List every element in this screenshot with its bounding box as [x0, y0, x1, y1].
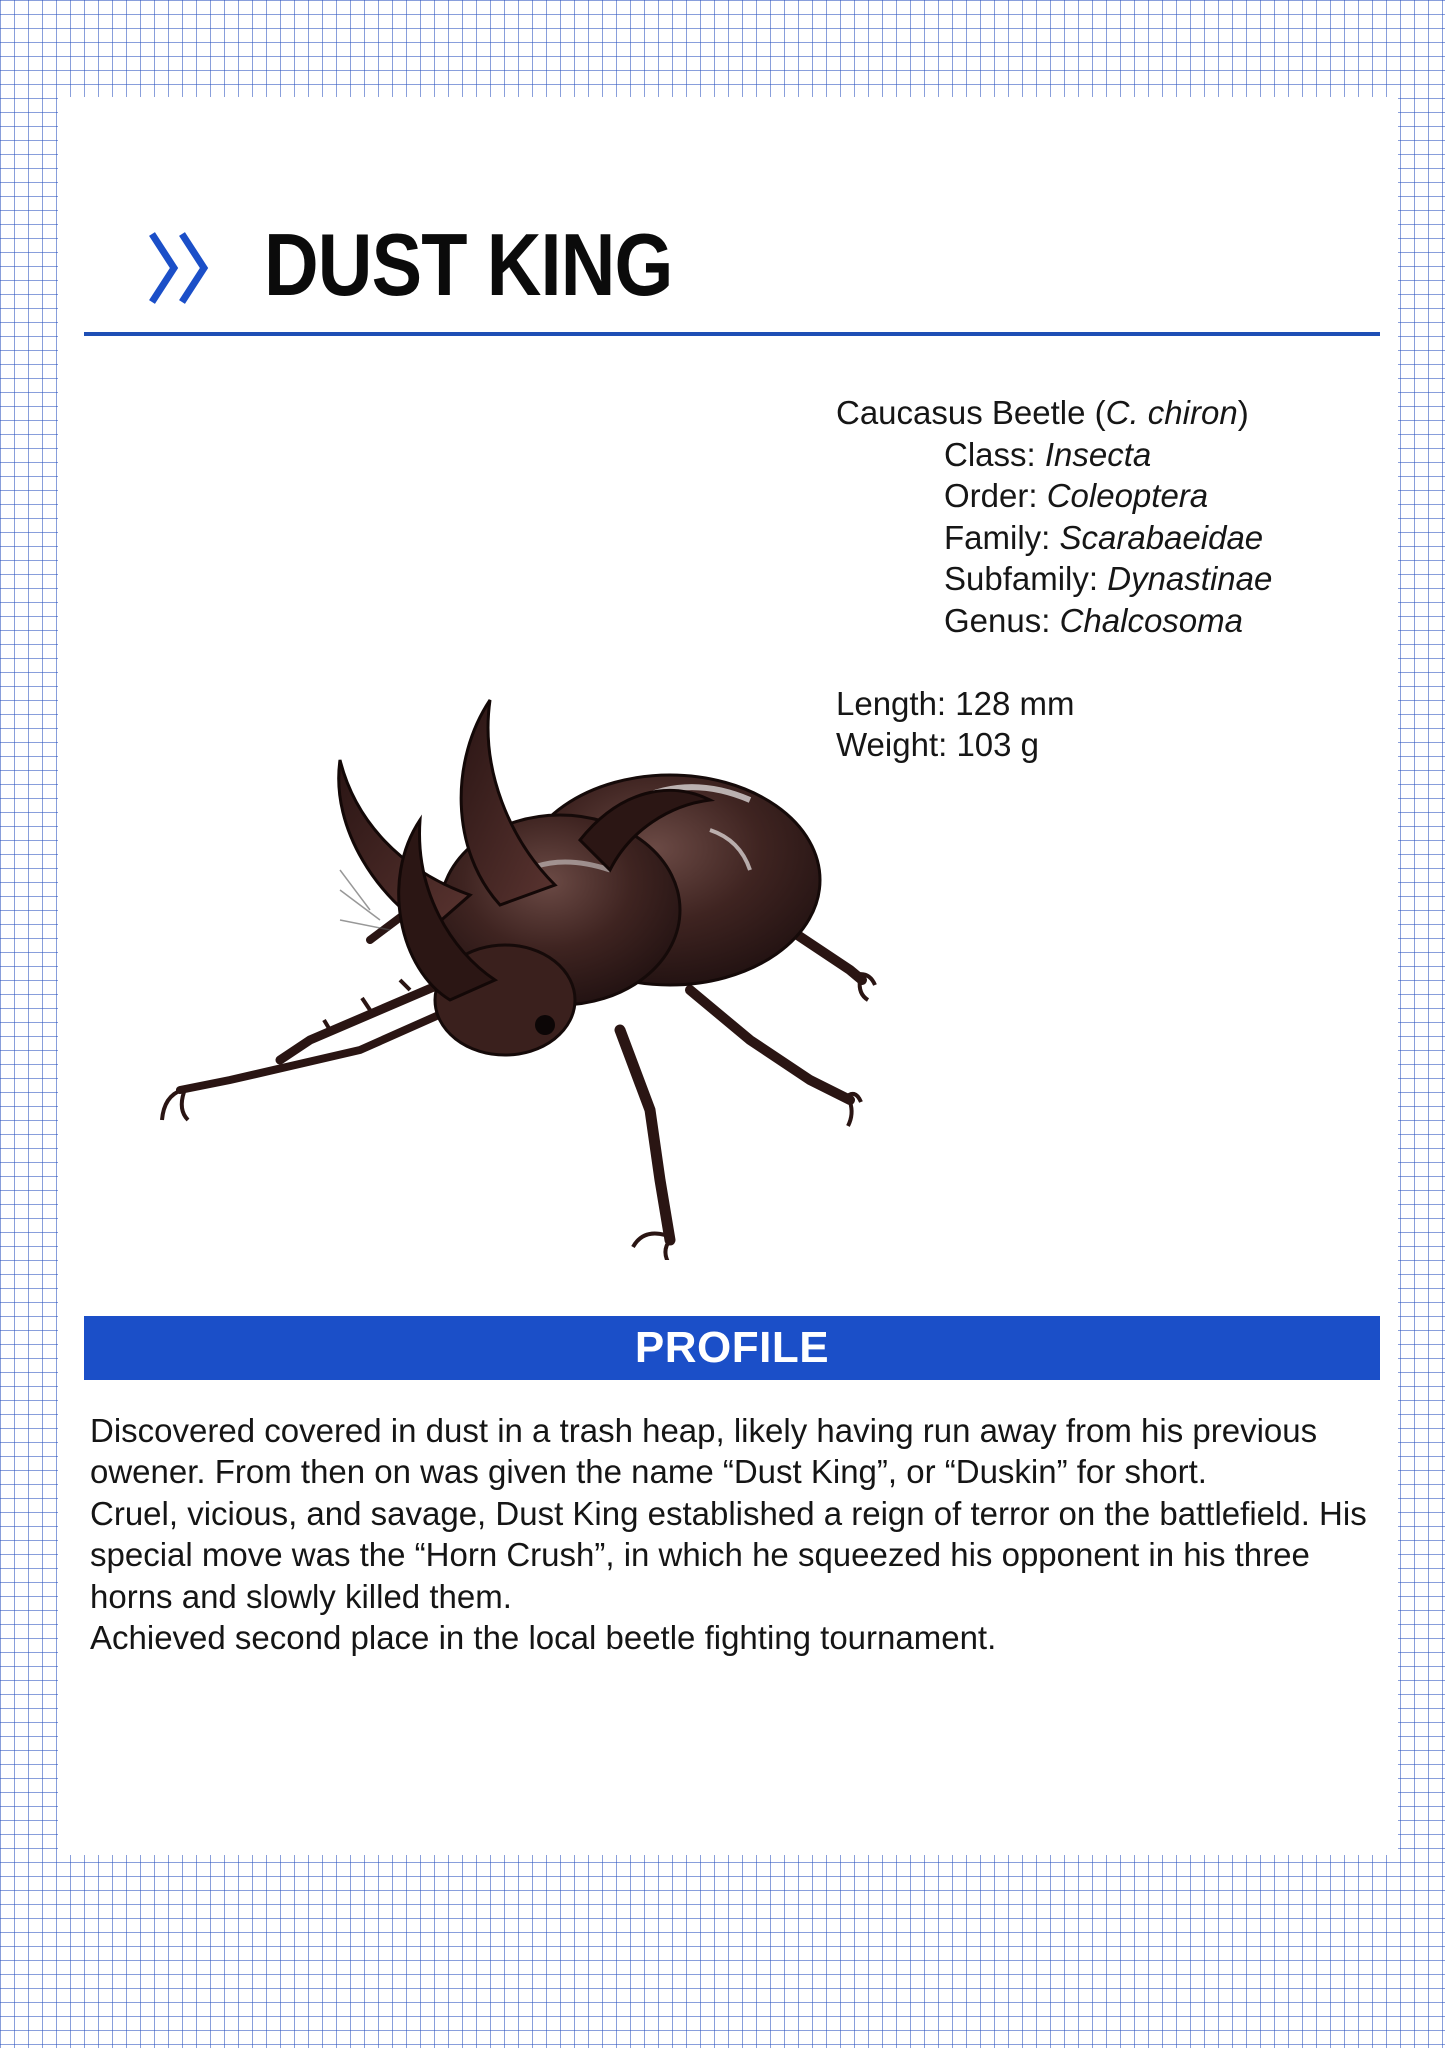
double-chevron-icon: [144, 228, 214, 308]
stat-length: Length: 128 mm: [836, 684, 1075, 722]
rank-class: Class: Insecta: [944, 435, 1152, 473]
profile-paragraph: Discovered covered in dust in a trash heap, likely having run away from his previous owener. From then on was given the name “Dust King”, or “Duskin” for short.: [90, 1412, 1318, 1491]
title-underline: [84, 332, 1380, 336]
profile-text: [90, 1410, 1380, 1658]
rank-order: Order: Coleoptera: [944, 477, 1209, 514]
profile-paragraph: Cruel, vicious, and savage, Dust King established a reign of terror on the battlefield. His special move was the “Horn Crush”, in which he squeezed his opponent in his three horns and slowly killed them.: [90, 1494, 1367, 1615]
rank-family: Family: Scarabaeidae: [944, 518, 1264, 556]
rank-subfamily: Subfamily: Dynastinae: [944, 560, 1273, 597]
page-title: DUST KING: [264, 215, 673, 314]
rank-genus: Genus: Chalcosoma: [944, 601, 1243, 639]
beetle-illustration: [150, 680, 950, 1260]
title-header: [84, 210, 1380, 335]
profile-paragraph: Achieved second place in the local beetle fighting tournament.: [90, 1619, 997, 1657]
stat-weight: Weight: 103 g: [836, 726, 1040, 763]
profile-heading-bar: PROFILE: [84, 1316, 1380, 1380]
common-name: Caucasus Beetle (C. chiron): [836, 394, 1249, 431]
